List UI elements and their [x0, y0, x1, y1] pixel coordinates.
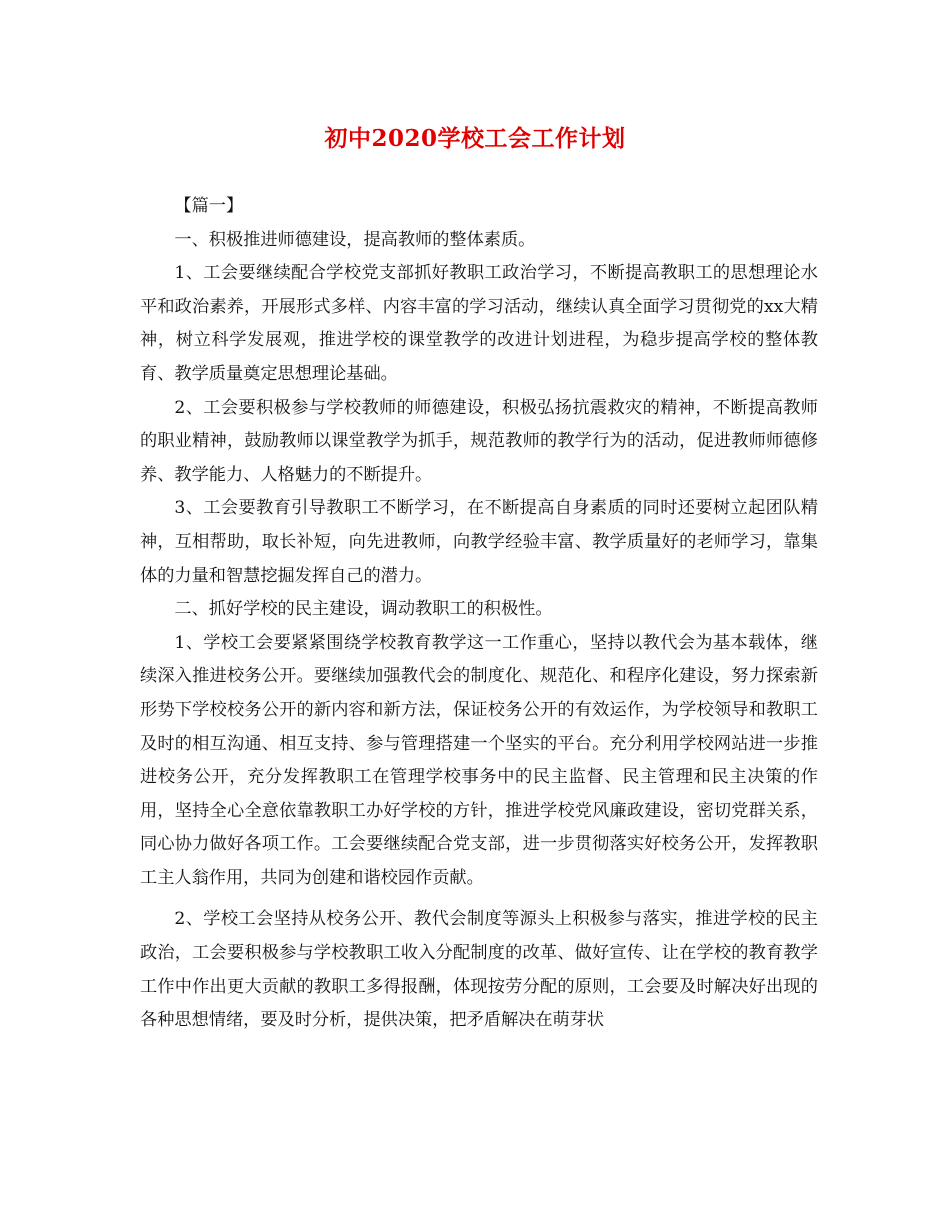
section-heading-2: 二、抓好学校的民主建设，调动教职工的积极性。: [174, 599, 553, 620]
paragraph-2-2: 2、学校工会坚持从校务公开、教代会制度等源头上积极参与落实，推进学校的民主政治，工会要积极参与学校教职工收入分配制度的改革、做好宣传、让在学校的教育教学工作中作出更大贡献的教职工多得报酬，体现按劳分配的原则，工会要及时解决好出现的各种思想情绪，要及时分析，提供决策，把矛盾解决在萌芽状: [140, 909, 818, 1031]
document-title: 初中2020学校工会工作计划: [324, 125, 626, 152]
paragraph-2-1: 1、学校工会要紧紧围绕学校教育教学这一工作重心，坚持以教代会为基本载体，继续深入推进校务公开。要继续加强教代会的制度化、规范化、和程序化建设，努力探索新形势下学校校务公开的新内容和新方法，保证校务公开的有效运作，为学校领导和教职工及时的相互沟通、相互支持、参与管理搭建一个坚实的平台。充分利用学校网站进一步推进校务公开，充分发挥教职工在管理学校事务中的民主监督、民主管理和民主决策的作用，坚持全心全意依靠教职工办好学校的方针，推进学校党风廉政建设，密切党群关系，同心协力做好各项工作。工会要继续配合党支部，进一步贯彻落实好校务公开，发挥教职工主人翁作用，共同为创建和谐校园作贡献。: [140, 632, 818, 888]
paragraph-1-1: 1、工会要继续配合学校党支部抓好教职工政治学习，不断提高教职工的思想理论水平和政治素养，开展形式多样、内容丰富的学习活动，继续认真全面学习贯彻党的xx大精神，树立科学发展观，推进学校的课堂教学的改进计划进程，为稳步提高学校的整体教育、教学质量奠定思想理论基础。: [140, 263, 818, 384]
section-heading-1: 一、积极推进师德建设，提高教师的整体素质。: [174, 229, 536, 250]
document-body: [140, 190, 818, 1038]
paragraph-1-2: 2、工会要积极参与学校教师的师德建设，积极弘扬抗震救灾的精神，不断提高教师的职业精神，鼓励教师以课堂教学为抓手，规范教师的教学行为的活动，促进教师师德修养、教学能力、人格魅力的不断提升。: [140, 397, 818, 485]
paragraph-1-3: 3、工会要教育引导教职工不断学习，在不断提高自身素质的同时还要树立起团队精神，互相帮助，取长补短，向先进教师，向教学经验丰富、教学质量好的老师学习，靠集体的力量和智慧挖掘发挥自己的潜力。: [140, 498, 818, 586]
section-heading-part-one: 【篇一】: [174, 196, 244, 216]
